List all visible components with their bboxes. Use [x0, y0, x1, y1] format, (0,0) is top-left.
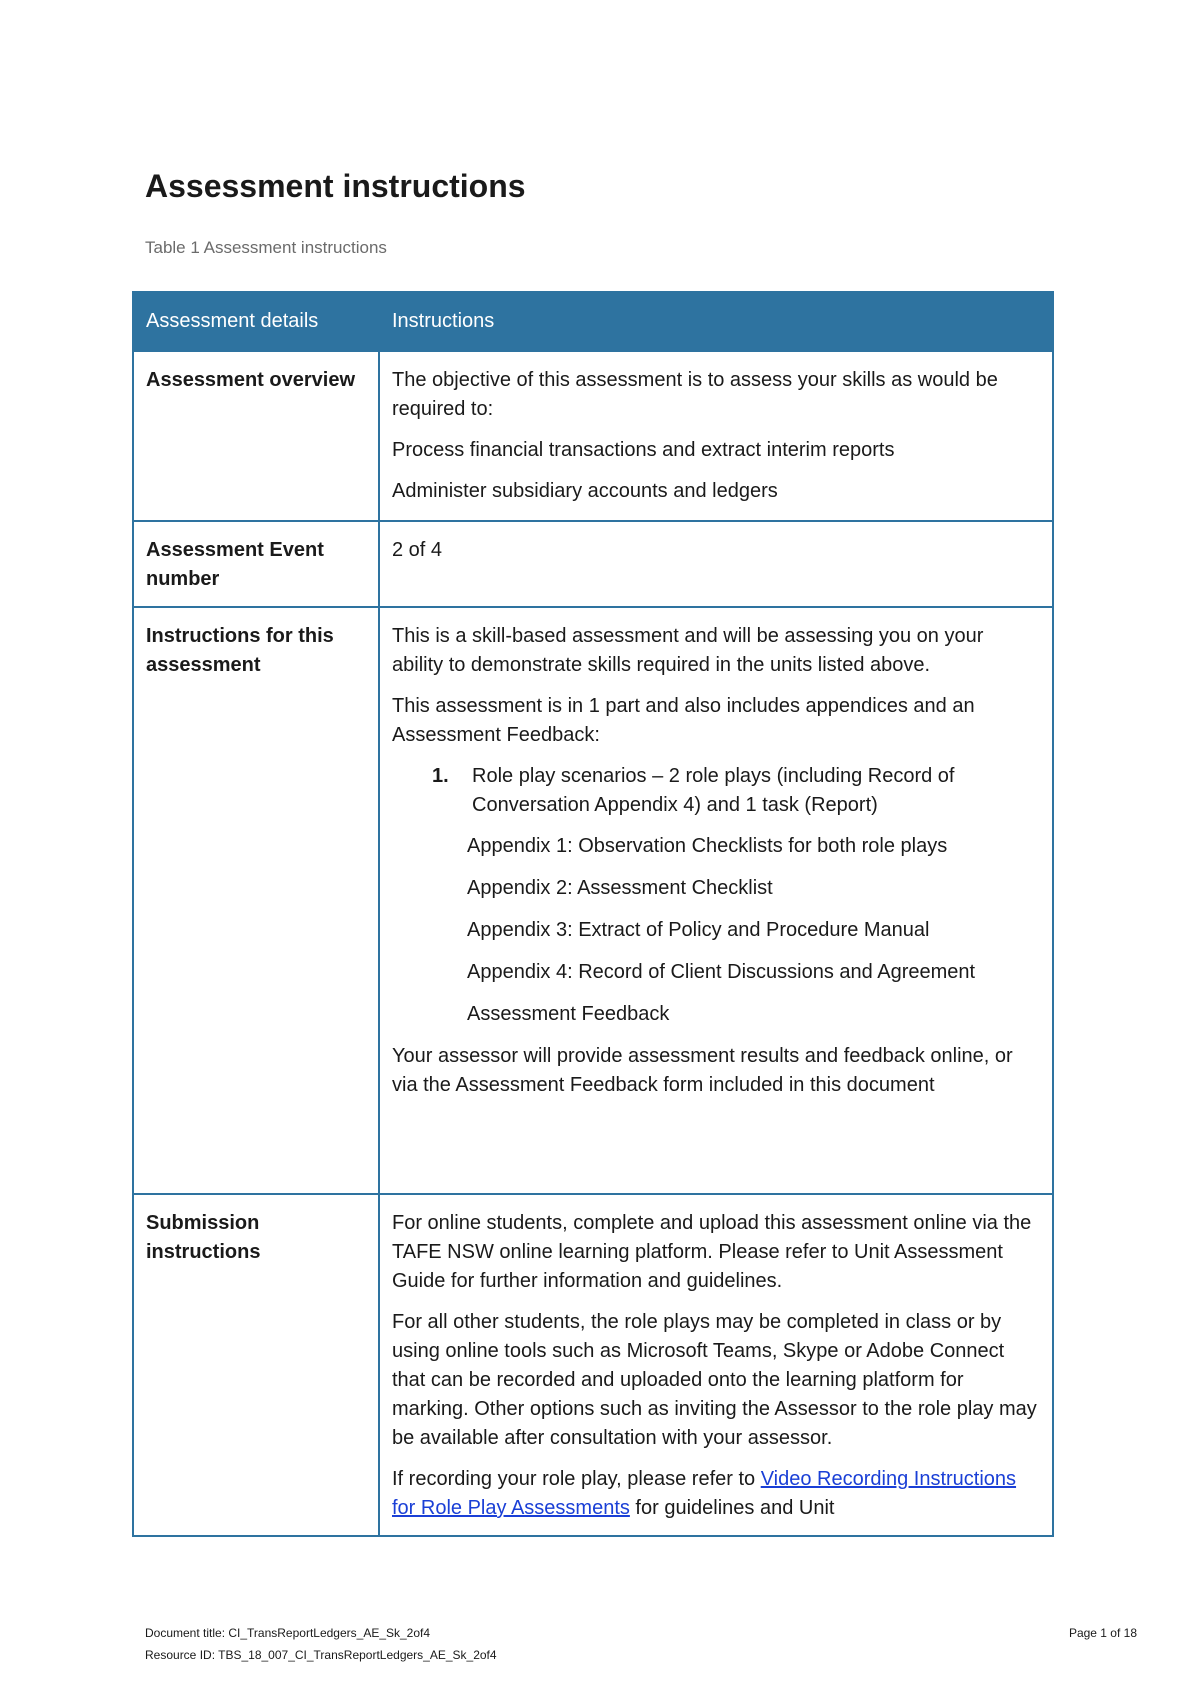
appendix-item: Appendix 3: Extract of Policy and Procedure Manual	[467, 919, 930, 941]
paragraph: Process financial transactions and extract interim reports	[392, 439, 895, 461]
table-row-overview	[133, 351, 1053, 521]
table-caption: Table 1 Assessment instructions	[145, 238, 387, 257]
row-label: Instructions for this assessment	[133, 607, 379, 1194]
paragraph	[392, 1465, 1040, 1523]
table-row-instructions	[133, 607, 1053, 1194]
appendix-item: Appendix 4: Record of Client Discussions and Agreement	[467, 961, 976, 983]
table-row-event-number	[133, 521, 1053, 607]
appendix-item: Assessment Feedback	[467, 1003, 670, 1025]
paragraph: For online students, complete and upload this assessment online via the TAFE NSW online learning platform. Please refer to Unit Assessment Guide for further information and guidelines.	[392, 1212, 1032, 1292]
page-title: Assessment instructions	[145, 168, 526, 204]
row-content	[379, 351, 1053, 521]
row-label: Submission instructions	[133, 1194, 379, 1536]
row-content	[379, 1194, 1053, 1536]
footer-page-number: Page 1 of 18	[1068, 1626, 1137, 1640]
text: for guidelines and Unit	[629, 1497, 835, 1519]
table-header-row	[133, 292, 1053, 351]
list-item-text: Role play scenarios – 2 role plays (including Record of Conversation Appendix 4) and 1 task (Report)	[472, 765, 955, 816]
paragraph: This assessment is in 1 part and also includes appendices and an Assessment Feedback:	[392, 695, 975, 746]
paragraph: The objective of this assessment is to assess your skills as would be required to:	[392, 369, 998, 420]
paragraph: This is a skill-based assessment and will be assessing you on your ability to demonstrate skills required in the units listed above.	[392, 625, 984, 676]
list-number: 1.	[432, 765, 449, 787]
column-header-instructions: Instructions	[379, 292, 1053, 351]
table-row-submission	[133, 1194, 1053, 1536]
paragraph: For all other students, the role plays may be completed in class or by using online tools such as Microsoft Teams, Skype or Adobe Connect that can be recorded and uploaded onto the learning platform for marking. Other options such as inviting the Assessor to the role play may be available after consultation with your assessor.	[392, 1311, 1037, 1449]
paragraph: Your assessor will provide assessment results and feedback online, or via the Assessment Feedback form included in this document	[392, 1045, 1013, 1096]
appendix-item: Appendix 1: Observation Checklists for both role plays	[467, 835, 948, 857]
row-label: Assessment Event number	[133, 521, 379, 607]
row-content: 2 of 4	[379, 521, 1053, 607]
page-footer	[145, 1622, 1137, 1666]
paragraph: Administer subsidiary accounts and ledgers	[392, 480, 778, 502]
text: If recording your role play, please refer to	[392, 1468, 761, 1490]
appendix-item: Appendix 2: Assessment Checklist	[467, 877, 773, 899]
footer-document-title: Document title: CI_TransReportLedgers_AE_Sk_2of4	[145, 1626, 431, 1640]
assessment-instructions-table	[132, 291, 1054, 1537]
video-recording-instructions-link[interactable]: Video Recording Instructions for Role Play Assessments	[392, 1468, 1017, 1519]
list-item	[432, 762, 1040, 820]
column-header-details: Assessment details	[133, 292, 379, 351]
row-content	[379, 607, 1053, 1194]
row-label: Assessment overview	[133, 351, 379, 521]
footer-resource-id: Resource ID: TBS_18_007_CI_TransReportLedgers_AE_Sk_2of4	[145, 1648, 497, 1662]
